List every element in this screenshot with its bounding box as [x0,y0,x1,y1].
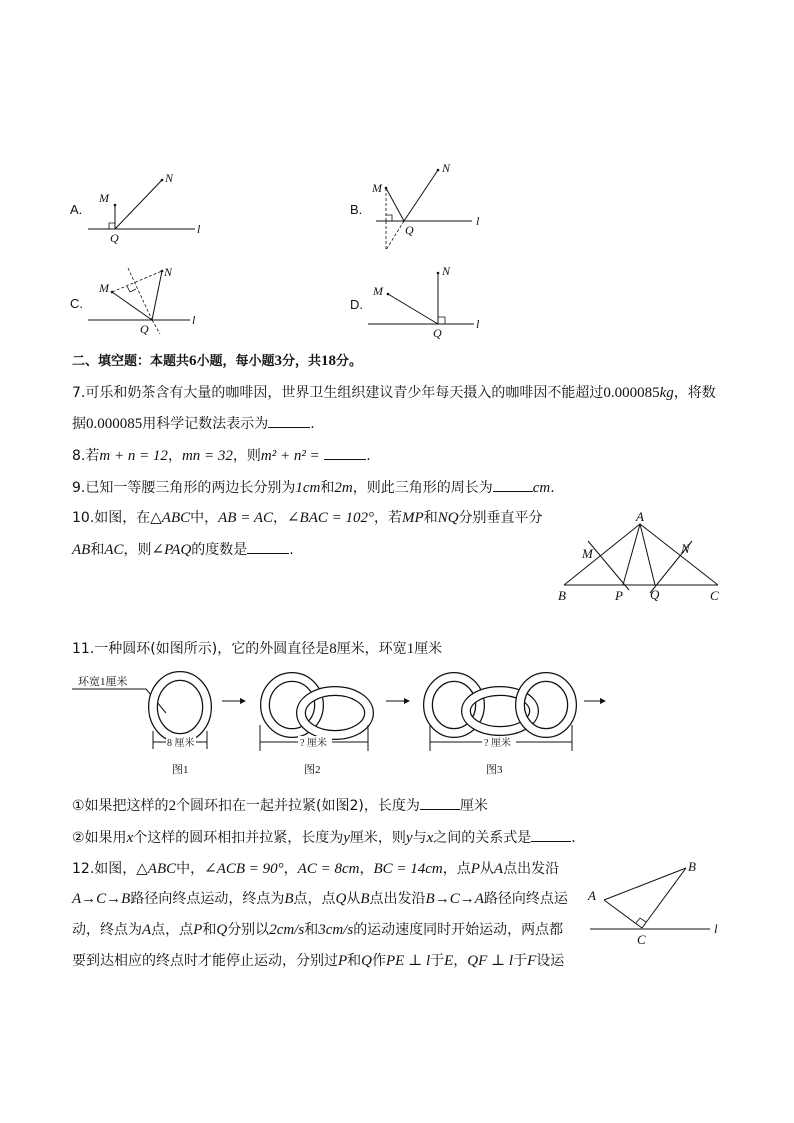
option-c-figure [70,256,220,341]
option-b-n: N [442,161,451,175]
q7-line2: 据0.000085用科学记数法表示为 . [72,413,315,434]
q11-caption2: 图2 [304,764,321,776]
option-c[interactable] [70,256,220,341]
q7-line1: 7.可乐和奶茶含有大量的咖啡因，世界卫生组织建议青少年每天摄入的咖啡因不能超过0.000085kg，将数 [72,385,716,401]
q10-fig-m: M [582,546,593,561]
q12-line3: 动，终点为A点，点P和Q分别以2cm/s和3cm/s的运动速度同时开始运动，两点都 [72,922,564,938]
q10-fig-a: A [636,509,644,524]
q12-fig-l: l [714,921,718,936]
section-heading: 二、填空题：本题共6小题，每小题3分，共18分。 [72,353,363,369]
option-c-q: Q [140,322,149,336]
q7-answer-blank[interactable] [268,413,310,428]
option-a-label: A. [70,202,83,217]
option-d-q: Q [433,326,442,340]
option-a-figure [70,160,220,250]
q10-fig-b: B [558,588,566,603]
q10-fig-c: C [710,588,719,603]
option-d[interactable] [350,260,500,345]
q12-line1: 12.如图，△ABC中，∠ACB = 90°，AC = 8cm，BC = 14cm，点P从A点出发沿 [72,861,560,877]
option-b-l: l [476,214,480,228]
option-b-label: B. [350,202,363,217]
q9-line: 9.已知一等腰三角形的两边长分别为1cm和2m，则此三角形的周长为 cm. [72,477,555,498]
option-c-label: C. [70,296,83,311]
q11-answer-blank-2[interactable] [531,827,571,842]
q10-fig-p: P [615,588,623,603]
q11-caption1: 图1 [172,764,189,776]
q11-caption3: 图3 [486,764,503,776]
option-c-m: M [99,281,109,295]
q11-dim3: ? 厘米 [484,738,511,749]
option-a-n: N [165,171,174,185]
q12-fig-a: A [588,888,596,903]
q8-line: 8.若m + n = 12，mn = 32，则m² + n² = . [72,445,371,466]
q11-width-label: 环宽1厘米 [78,676,128,688]
q12-line4: 要到达相应的终点时才能停止运动，分别过P和Q作PE ⊥ l于E，QF ⊥ l于F设运 [72,953,565,969]
q11-stem: 11.一种圆环(如图所示)，它的外圆直径是8厘米，环宽1厘米 [72,641,443,657]
q10-figure [550,508,730,608]
q10-answer-blank[interactable] [247,539,289,554]
q11-answer-blank-1[interactable] [420,795,460,810]
q12-figure [582,856,732,951]
q10-line1: 10.如图，在△ABC中，AB = AC，∠BAC = 102°，若MP和NQ分别垂直平分 [72,510,543,526]
option-d-n: N [442,264,451,278]
q11-dim2: ? 厘米 [300,738,327,749]
q9-answer-blank[interactable] [493,477,533,492]
option-b[interactable] [350,158,500,258]
option-a-q: Q [110,231,119,245]
option-a-m: M [99,191,109,205]
q10-line2: AB和AC，则∠PAQ的度数是 . [72,539,294,560]
q11-sub2: ②如果用x个这样的圆环相扣并拉紧，长度为y厘米，则y与x之间的关系式是 . [72,827,576,848]
option-d-m: M [373,284,383,298]
option-c-l: l [192,313,196,327]
q11-sub1: ①如果把这样的2个圆环扣在一起并拉紧(如图2)，长度为 厘米 [72,795,488,816]
q11-dim1: 8 厘米 [167,738,195,749]
option-a[interactable] [70,160,220,250]
q12-fig-b: B [688,859,696,874]
option-d-l: l [476,317,480,331]
option-b-m: M [372,181,382,195]
option-c-n: N [164,265,173,279]
q12-line2: A→C→B路径向终点运动，终点为B点，点Q从B点出发沿B→C→A路径向终点运 [72,891,568,907]
q11-figure [72,665,617,780]
q8-answer-blank[interactable] [324,445,366,460]
q10-fig-n: N [681,541,690,556]
option-d-label: D. [350,297,363,312]
q12-fig-c: C [637,932,646,947]
option-b-figure [350,158,500,258]
q10-fig-q: Q [650,587,660,602]
option-a-l: l [197,222,201,236]
option-b-q: Q [405,223,414,237]
option-d-figure [350,260,500,345]
